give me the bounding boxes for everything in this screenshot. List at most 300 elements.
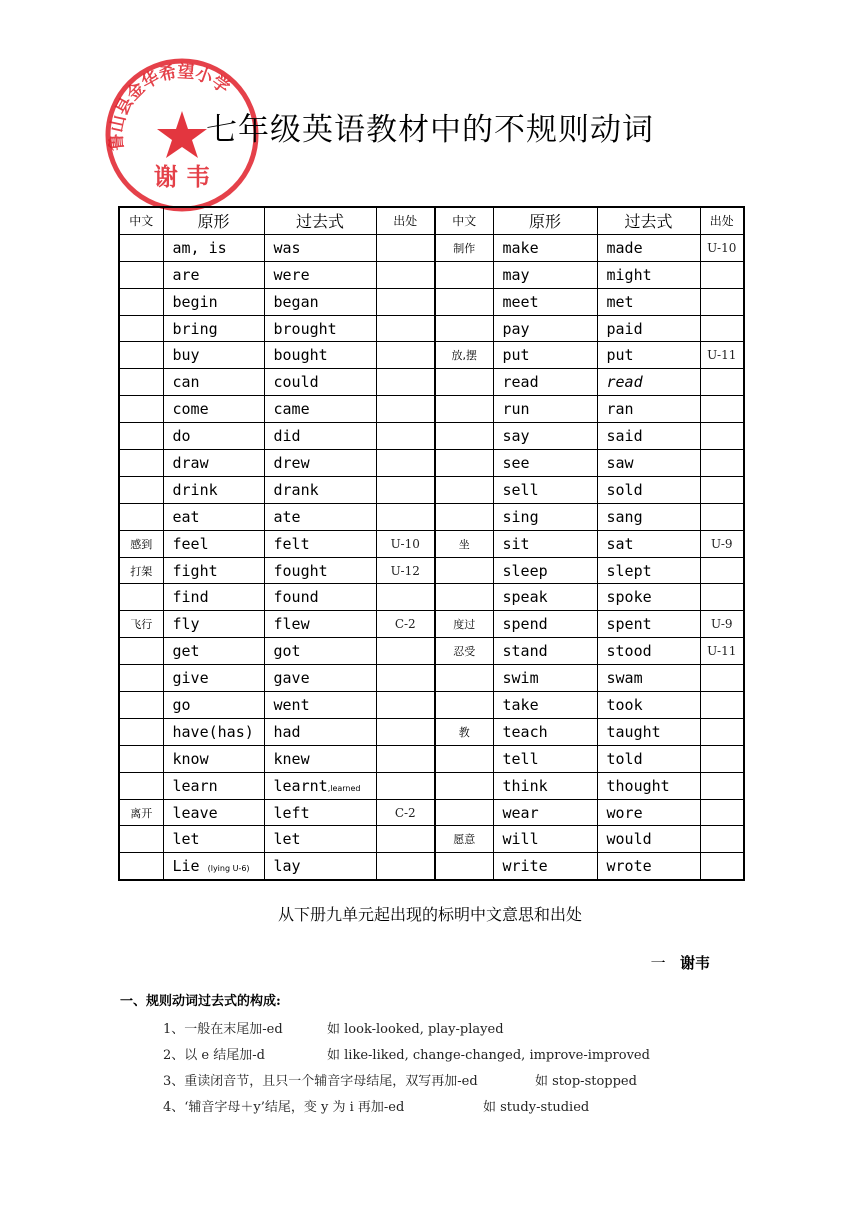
rule-text: 3、重读闭音节，且只一个辅音字母结尾，双写再加-ed xyxy=(163,1074,478,1089)
cell-text: find xyxy=(172,588,209,607)
cell-text: said xyxy=(606,427,643,446)
cell-base-form xyxy=(163,745,264,772)
cell-text: spoke xyxy=(606,588,652,607)
cell-text: am, is xyxy=(172,238,227,257)
cell-past-tense xyxy=(597,396,700,423)
cell-base-form xyxy=(163,342,264,369)
cell-text: will xyxy=(502,830,539,849)
cell-text: sing xyxy=(502,507,539,526)
cell-source xyxy=(700,530,744,557)
cell-text: came xyxy=(273,400,310,419)
cell-chinese xyxy=(435,718,493,745)
cell-base-form xyxy=(163,826,264,853)
cell-text: saw xyxy=(606,453,634,472)
cell-text: 离开 xyxy=(130,806,153,820)
cell-text: take xyxy=(502,695,539,714)
cell-base-form xyxy=(163,853,264,880)
cell-past-tense xyxy=(264,853,376,880)
cell-chinese xyxy=(119,234,163,261)
cell-text: felt xyxy=(273,534,310,553)
cell-text: fly xyxy=(172,615,200,634)
cell-text: wear xyxy=(502,803,539,822)
rule-text: 4、‘辅音字母＋y’结尾，变 y 为 i 再加-ed xyxy=(163,1100,405,1115)
cell-past-tense xyxy=(597,611,700,638)
cell-text: found xyxy=(273,588,319,607)
cell-text: buy xyxy=(172,346,200,365)
cell-text: had xyxy=(273,722,301,741)
table-row xyxy=(119,476,744,503)
cell-text: were xyxy=(273,265,310,284)
cell-text: thought xyxy=(606,776,670,795)
table-row xyxy=(119,692,744,719)
cell-source xyxy=(376,826,435,853)
cell-text: get xyxy=(172,642,200,661)
table-row xyxy=(119,826,744,853)
cell-text: met xyxy=(606,292,634,311)
cell-chinese xyxy=(119,718,163,745)
header-source: 出处 xyxy=(376,207,435,234)
cell-text: might xyxy=(606,265,652,284)
cell-chinese xyxy=(435,423,493,450)
cell-text: C-2 xyxy=(394,617,416,632)
cell-chinese xyxy=(119,745,163,772)
cell-text: U-11 xyxy=(707,644,737,659)
cell-source xyxy=(376,638,435,665)
cell-chinese xyxy=(435,772,493,799)
cell-past-tense xyxy=(597,853,700,880)
cell-past-tense xyxy=(597,342,700,369)
cell-base-form xyxy=(493,369,597,396)
cell-past-tense xyxy=(597,369,700,396)
cell-past-tense xyxy=(264,261,376,288)
cell-chinese xyxy=(435,476,493,503)
cell-text: lay xyxy=(273,857,301,876)
cell-source xyxy=(376,557,435,584)
cell-base-form xyxy=(163,369,264,396)
cell-chinese xyxy=(435,503,493,530)
cell-chinese xyxy=(119,396,163,423)
cell-base-form xyxy=(493,745,597,772)
table-row xyxy=(119,234,744,261)
cell-text: gave xyxy=(273,669,310,688)
cell-text: slept xyxy=(606,561,652,580)
cell-past-tense xyxy=(597,826,700,853)
cell-chinese xyxy=(119,799,163,826)
cell-base-form xyxy=(493,342,597,369)
table-row xyxy=(119,261,744,288)
cell-past-tense xyxy=(264,772,376,799)
cell-source xyxy=(376,342,435,369)
rule-text: 1、一般在末尾加-ed xyxy=(163,1022,283,1037)
cell-source xyxy=(376,853,435,880)
cell-text: put xyxy=(606,346,634,365)
cell-text: sold xyxy=(606,480,643,499)
cell-source xyxy=(700,745,744,772)
cell-chinese xyxy=(119,503,163,530)
cell-source xyxy=(700,665,744,692)
cell-text: 飞行 xyxy=(130,618,153,632)
cell-chinese xyxy=(119,772,163,799)
cell-text: 打架 xyxy=(130,564,153,578)
cell-chinese xyxy=(435,396,493,423)
cell-text: paid xyxy=(606,319,643,338)
cell-base-form xyxy=(493,718,597,745)
cell-text: got xyxy=(273,642,301,661)
cell-text: stand xyxy=(502,642,548,661)
cell-source xyxy=(700,450,744,477)
cell-past-tense xyxy=(264,369,376,396)
cell-chinese xyxy=(119,423,163,450)
author-dash: 一 xyxy=(650,954,666,972)
alt-form-note: ,learned xyxy=(327,783,361,793)
cell-source xyxy=(376,369,435,396)
cell-past-tense xyxy=(264,234,376,261)
cell-base-form xyxy=(493,799,597,826)
page-title: 七年级英语教材中的不规则动词 xyxy=(206,112,654,148)
cell-source xyxy=(700,718,744,745)
cell-text: swim xyxy=(502,669,539,688)
cell-past-tense xyxy=(597,234,700,261)
cell-source xyxy=(376,718,435,745)
cell-text: 度过 xyxy=(453,618,476,632)
cell-text: sang xyxy=(606,507,643,526)
cell-text: U-12 xyxy=(390,563,420,578)
cell-source xyxy=(700,557,744,584)
cell-text: tell xyxy=(502,749,539,768)
cell-past-tense xyxy=(264,584,376,611)
rule-example: 如 look-looked, play-played xyxy=(327,1022,504,1037)
cell-text: sit xyxy=(502,534,530,553)
rule-example: 如 study-studied xyxy=(483,1100,590,1115)
table-row xyxy=(119,450,744,477)
cell-base-form xyxy=(163,315,264,342)
cell-source xyxy=(376,288,435,315)
cell-base-form xyxy=(163,665,264,692)
cell-text: flew xyxy=(273,615,310,634)
author-name: 谢韦 xyxy=(679,954,710,972)
cell-text: sat xyxy=(606,534,634,553)
cell-text: think xyxy=(502,776,548,795)
cell-base-form xyxy=(163,584,264,611)
table-row xyxy=(119,315,744,342)
table-row xyxy=(119,369,744,396)
cell-text: swam xyxy=(606,669,643,688)
table-row xyxy=(119,611,744,638)
cell-base-form xyxy=(163,692,264,719)
cell-chinese xyxy=(435,450,493,477)
cell-text: fought xyxy=(273,561,328,580)
cell-text: was xyxy=(273,238,301,257)
cell-text: left xyxy=(273,803,310,822)
cell-chinese xyxy=(119,557,163,584)
cell-past-tense xyxy=(264,342,376,369)
cell-base-form xyxy=(493,261,597,288)
cell-base-form xyxy=(493,503,597,530)
cell-text: begin xyxy=(172,292,218,311)
cell-source xyxy=(700,342,744,369)
cell-text: meet xyxy=(502,292,539,311)
cell-base-form xyxy=(163,638,264,665)
cell-source xyxy=(376,503,435,530)
cell-past-tense xyxy=(597,315,700,342)
cell-base-form xyxy=(493,665,597,692)
cell-text: ran xyxy=(606,400,634,419)
cell-text: run xyxy=(502,400,530,419)
cell-text: are xyxy=(172,265,200,284)
cell-text: drank xyxy=(273,480,319,499)
cell-past-tense xyxy=(597,718,700,745)
cell-source xyxy=(376,530,435,557)
cell-source xyxy=(700,772,744,799)
cell-base-form xyxy=(493,288,597,315)
cell-text: learn xyxy=(172,776,218,795)
cell-base-form xyxy=(163,557,264,584)
cell-text: 放,摆 xyxy=(451,349,477,363)
cell-base-form xyxy=(163,799,264,826)
cell-text: learnt xyxy=(273,776,328,795)
header-base-form: 原形 xyxy=(163,207,264,234)
cell-chinese xyxy=(435,584,493,611)
cell-chinese xyxy=(435,826,493,853)
cell-text: 制作 xyxy=(453,241,476,255)
cell-text: feel xyxy=(172,534,209,553)
cell-text: taught xyxy=(606,722,661,741)
cell-text: have(has) xyxy=(172,722,254,741)
cell-source xyxy=(700,234,744,261)
cell-past-tense xyxy=(264,315,376,342)
cell-base-form xyxy=(163,234,264,261)
cell-text: see xyxy=(502,453,530,472)
cell-text: make xyxy=(502,238,539,257)
cell-text: C-2 xyxy=(394,805,416,820)
table-body xyxy=(119,234,744,880)
cell-past-tense xyxy=(597,745,700,772)
cell-chinese xyxy=(435,234,493,261)
cell-text: speak xyxy=(502,588,548,607)
cell-text: told xyxy=(606,749,643,768)
cell-text: Lie xyxy=(172,857,200,876)
cell-source xyxy=(700,476,744,503)
cell-source xyxy=(376,584,435,611)
cell-past-tense xyxy=(264,450,376,477)
cell-source xyxy=(700,503,744,530)
cell-past-tense xyxy=(264,692,376,719)
cell-text: come xyxy=(172,400,209,419)
table-row xyxy=(119,799,744,826)
cell-base-form xyxy=(493,611,597,638)
cell-text: U-10 xyxy=(707,240,737,255)
cell-text: know xyxy=(172,749,209,768)
cell-text: let xyxy=(273,830,301,849)
footnote: 从下册九单元起出现的标明中文意思和出处 xyxy=(277,905,582,924)
cell-base-form xyxy=(493,826,597,853)
cell-text: can xyxy=(172,373,200,392)
cell-past-tense xyxy=(597,261,700,288)
cell-base-form xyxy=(493,584,597,611)
irregular-verbs-table xyxy=(118,206,745,881)
table-row xyxy=(119,772,744,799)
cell-chinese xyxy=(435,665,493,692)
cell-base-form xyxy=(163,476,264,503)
cell-base-form xyxy=(493,557,597,584)
table-row xyxy=(119,288,744,315)
cell-text: 教 xyxy=(458,725,470,739)
cell-chinese xyxy=(119,638,163,665)
cell-text: drew xyxy=(273,453,310,472)
cell-chinese xyxy=(435,288,493,315)
cell-text: spend xyxy=(502,615,548,634)
cell-base-form xyxy=(163,530,264,557)
table-row xyxy=(119,557,744,584)
cell-source xyxy=(700,853,744,880)
cell-base-form xyxy=(493,396,597,423)
cell-chinese xyxy=(435,261,493,288)
cell-source xyxy=(376,450,435,477)
cell-past-tense xyxy=(264,745,376,772)
cell-text: wore xyxy=(606,803,643,822)
rule-item xyxy=(163,1018,504,1037)
cell-chinese xyxy=(119,342,163,369)
cell-base-form xyxy=(493,853,597,880)
header-source: 出处 xyxy=(700,207,744,234)
cell-past-tense xyxy=(264,799,376,826)
cell-chinese xyxy=(435,315,493,342)
cell-source xyxy=(376,611,435,638)
cell-text: U-10 xyxy=(390,536,420,551)
cell-text: sell xyxy=(502,480,539,499)
cell-chinese xyxy=(119,288,163,315)
cell-text: took xyxy=(606,695,643,714)
cell-base-form xyxy=(493,423,597,450)
cell-source xyxy=(376,234,435,261)
header-chinese: 中文 xyxy=(435,207,493,234)
cell-text: eat xyxy=(172,507,200,526)
cell-base-form xyxy=(493,476,597,503)
cell-text: U-11 xyxy=(707,348,737,363)
cell-past-tense xyxy=(264,476,376,503)
cell-text: 感到 xyxy=(130,537,153,551)
cell-past-tense xyxy=(264,611,376,638)
cell-text: fight xyxy=(172,561,218,580)
cell-text: bring xyxy=(172,319,218,338)
cell-chinese xyxy=(435,557,493,584)
cell-text: pay xyxy=(502,319,530,338)
cell-chinese xyxy=(435,342,493,369)
cell-base-form xyxy=(493,315,597,342)
header-past-tense: 过去式 xyxy=(597,207,700,234)
cell-source xyxy=(376,745,435,772)
cell-chinese xyxy=(435,692,493,719)
cell-source xyxy=(376,772,435,799)
svg-text:谢 韦: 谢 韦 xyxy=(153,162,211,191)
cell-base-form xyxy=(163,772,264,799)
table-row xyxy=(119,584,744,611)
header-chinese: 中文 xyxy=(119,207,163,234)
cell-base-form xyxy=(493,772,597,799)
cell-base-form xyxy=(493,234,597,261)
section-heading: 一、规则动词过去式的构成: xyxy=(120,994,281,1009)
cell-base-form xyxy=(163,718,264,745)
cell-source xyxy=(700,423,744,450)
cell-text: write xyxy=(502,857,548,876)
svg-text:鲁山县金华希望小学: 鲁山县金华希望小学 xyxy=(106,62,234,152)
cell-text: went xyxy=(273,695,310,714)
cell-text: ate xyxy=(273,507,301,526)
table-row xyxy=(119,718,744,745)
cell-text: may xyxy=(502,265,530,284)
cell-source xyxy=(376,315,435,342)
cell-source xyxy=(376,423,435,450)
cell-chinese xyxy=(119,853,163,880)
cell-base-form xyxy=(163,396,264,423)
table-row xyxy=(119,423,744,450)
cell-base-form xyxy=(163,611,264,638)
rule-item xyxy=(163,1070,637,1089)
cell-text: 坐 xyxy=(458,537,470,551)
table-row xyxy=(119,638,744,665)
cell-chinese xyxy=(435,611,493,638)
cell-past-tense xyxy=(264,557,376,584)
cell-source xyxy=(700,611,744,638)
cell-source xyxy=(700,396,744,423)
cell-chinese xyxy=(435,853,493,880)
cell-chinese xyxy=(119,584,163,611)
cell-text: drink xyxy=(172,480,218,499)
cell-past-tense xyxy=(597,665,700,692)
cell-text: wrote xyxy=(606,857,652,876)
table-row xyxy=(119,745,744,772)
cell-source xyxy=(700,826,744,853)
cell-base-form xyxy=(163,450,264,477)
cell-past-tense xyxy=(264,718,376,745)
cell-chinese xyxy=(119,369,163,396)
header-base-form: 原形 xyxy=(493,207,597,234)
cell-text: read xyxy=(606,373,643,392)
cell-past-tense xyxy=(264,503,376,530)
cell-source xyxy=(376,665,435,692)
cell-base-form xyxy=(163,423,264,450)
cell-base-form xyxy=(493,530,597,557)
cell-base-form xyxy=(163,261,264,288)
cell-source xyxy=(700,799,744,826)
table-row xyxy=(119,665,744,692)
cell-text: U-9 xyxy=(710,536,733,551)
cell-text: brought xyxy=(273,319,337,338)
cell-past-tense xyxy=(597,799,700,826)
cell-chinese xyxy=(435,745,493,772)
cell-base-form xyxy=(163,288,264,315)
cell-source xyxy=(376,476,435,503)
cell-chinese xyxy=(119,692,163,719)
cell-text: 忍受 xyxy=(453,645,476,659)
cell-text: read xyxy=(502,373,539,392)
cell-base-form xyxy=(163,503,264,530)
cell-text: stood xyxy=(606,642,652,661)
cell-past-tense xyxy=(597,772,700,799)
cell-text: draw xyxy=(172,453,209,472)
cell-text: U-9 xyxy=(710,617,733,632)
cell-source xyxy=(700,638,744,665)
cell-past-tense xyxy=(597,584,700,611)
cell-chinese xyxy=(119,665,163,692)
cell-past-tense xyxy=(597,450,700,477)
cell-text: put xyxy=(502,346,530,365)
cell-past-tense xyxy=(597,530,700,557)
table-row xyxy=(119,342,744,369)
cell-text: did xyxy=(273,427,301,446)
cell-text: teach xyxy=(502,722,548,741)
cell-text: 愿意 xyxy=(453,833,476,847)
